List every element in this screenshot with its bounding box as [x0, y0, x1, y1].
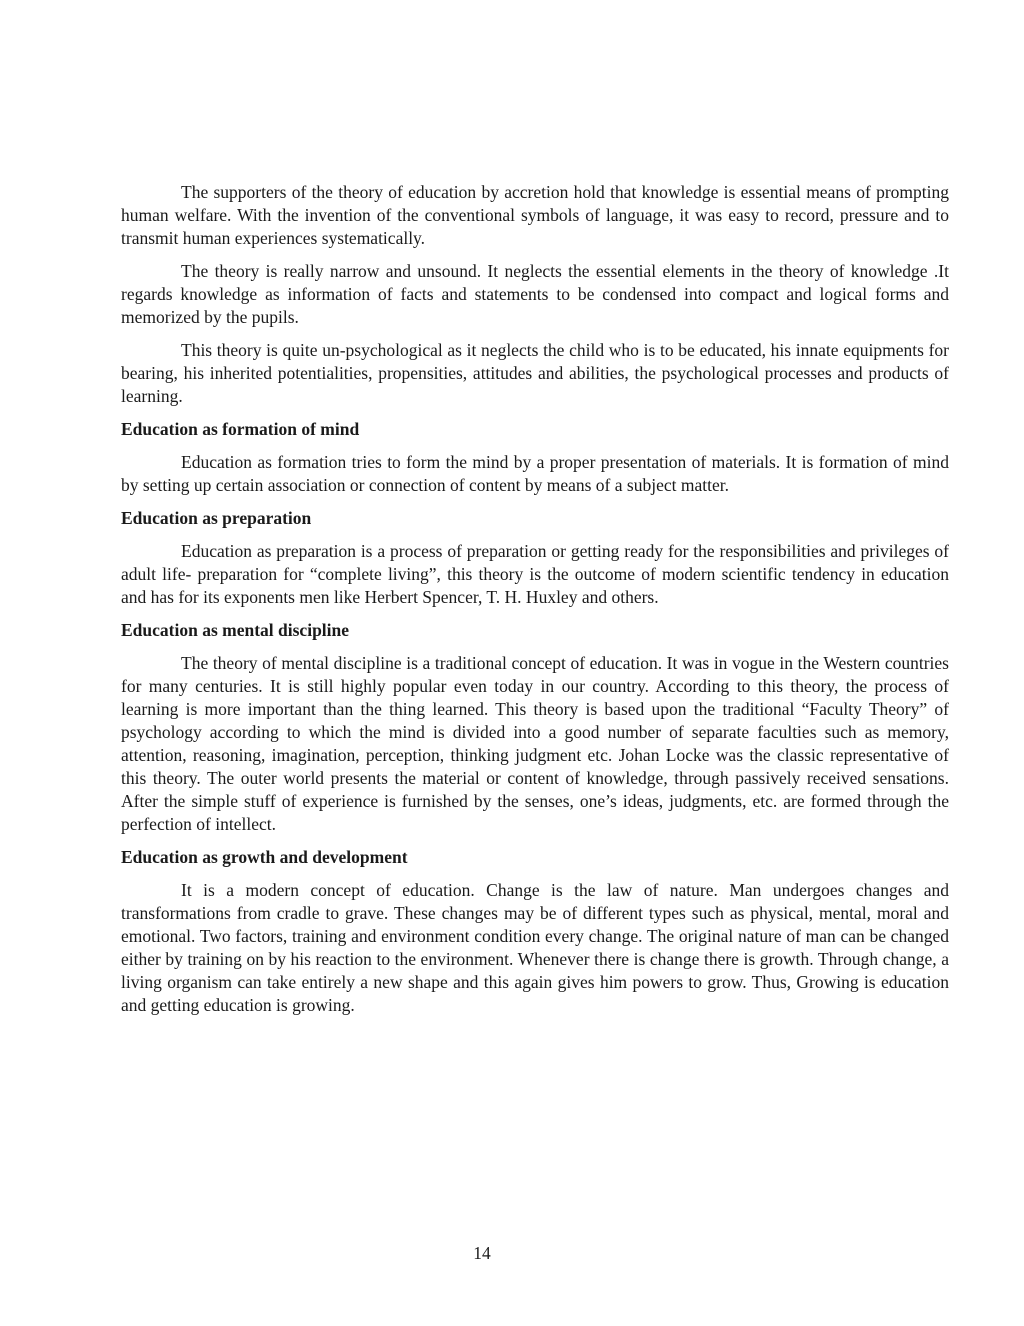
section-heading-formation-of-mind: Education as formation of mind: [121, 419, 360, 439]
section-paragraph-mental-discipline: The theory of mental discipline is a traditional concept of education. It was in vogue in the Western countries for many centuries. It is still highly popular even today in our country. According to this theory, the process of learning is more important than the thing learned. This theory is based upon the traditional “Faculty Theory” of psychology according to which the mind is divided into a good number of separate faculties such as memory, attention, reasoning, imagination, perception, thinking judgment etc. Johan Locke was the classic representative of this theory. The outer world presents the material or content of knowledge, through passively received sensations. After the simple stuff of experience is furnished by the senses, one’s ideas, judgments, etc. are formed through the perfection of intellect.: [121, 653, 949, 834]
intro-paragraph-1: The supporters of the theory of education by accretion hold that knowledge is essential means of prompting human welfare. With the invention of the conventional symbols of language, it was easy to record, pressure and to transmit human experiences systematically.: [121, 182, 949, 248]
intro-paragraph-2: The theory is really narrow and unsound. It neglects the essential elements in the theory of knowledge .It regards knowledge as information of facts and statements to be condensed into compact and logical forms and memorized by the pupils.: [121, 261, 949, 327]
page-number: 14: [473, 1243, 491, 1263]
document-body: [121, 181, 949, 1027]
section-paragraph-preparation: Education as preparation is a process of preparation or getting ready for the responsibilities and privileges of adult life- preparation for “complete living”, this theory is the outcome of modern scientific tendency in education and has for its exponents men like Herbert Spencer, T. H. Huxley and others.: [121, 541, 949, 607]
section-heading-mental-discipline: Education as mental discipline: [121, 620, 350, 640]
section-heading-preparation: Education as preparation: [121, 508, 312, 528]
section-paragraph-growth-and-development: It is a modern concept of education. Change is the law of nature. Man undergoes changes and transformations from cradle to grave. These changes may be of different types such as physical, mental, moral and emotional. Two factors, training and environment condition every change. The original nature of man can be changed either by training on by his reaction to the environment. Whenever there is change there is growth. Through change, a living organism can take entirely a new shape and this again gives him powers to grow. Thus, Growing is education and getting education is growing.: [121, 880, 949, 1015]
section-heading-growth-and-development: Education as growth and development: [121, 847, 408, 867]
intro-paragraph-3: This theory is quite un-psychological as it neglects the child who is to be educated, his innate equipments for bearing, his inherited potentialities, propensities, attitudes and abilities, the psychological processes and products of learning.: [121, 340, 949, 406]
section-paragraph-formation-of-mind: Education as formation tries to form the mind by a proper presentation of materials. It is formation of mind by setting up certain association or connection of content by means of a subject matter.: [121, 452, 949, 495]
